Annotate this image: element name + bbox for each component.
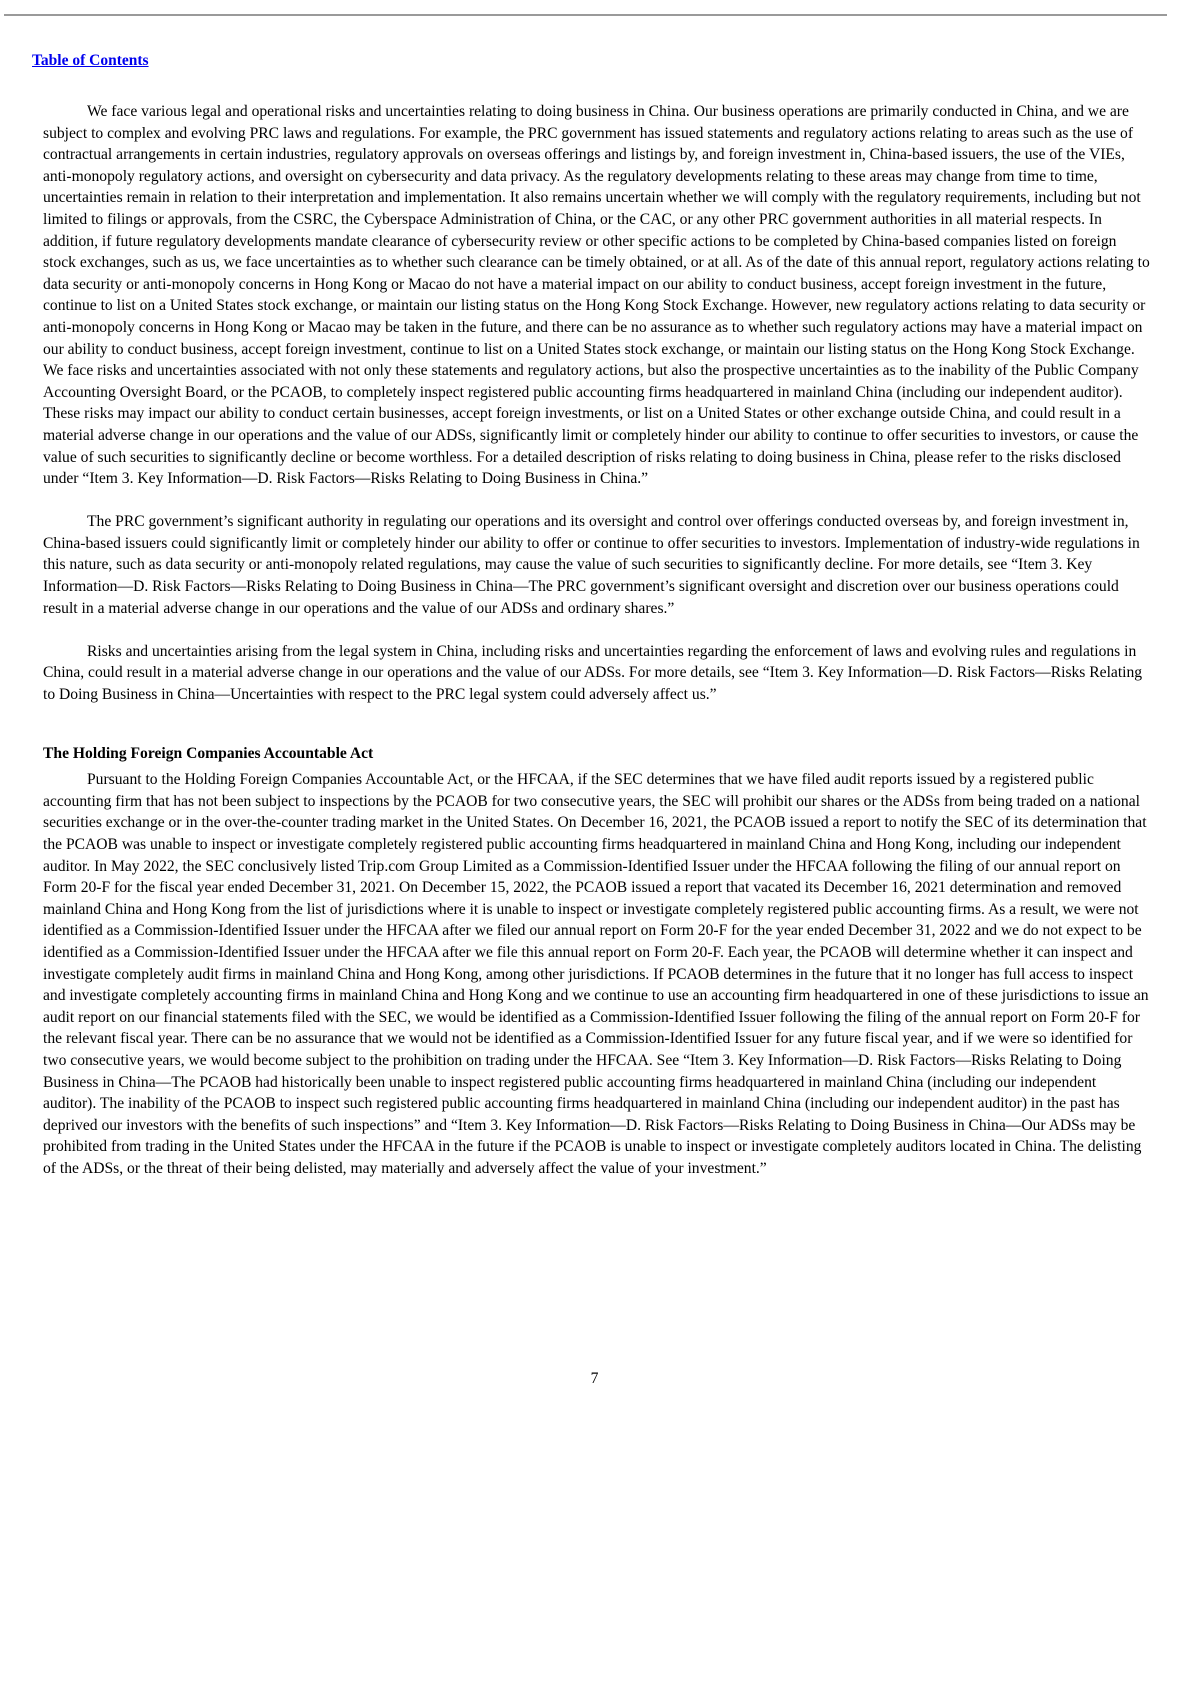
paragraph-prc-government-authority: The PRC government’s significant authority in regulating our operations and its oversight and control over offerings conducted overseas by, and foreign investment in, China-based issuers could significantly limit or completely hinder our ability to offer or continue to offer securities to investors. Implementation of industry-wide regulations in this nature, such as data security or anti-monopoly related regulations, may cause the value of such securities to significantly decline. For more details, see “Item 3. Key Information—D. Risk Factors—Risks Relating to Doing Business in China—The PRC government’s significant oversight and discretion over our business operations could result in a material adverse change in our operations and the value of our ADSs and ordinary shares.” bbox=[43, 513, 1140, 617]
document-body bbox=[43, 101, 1153, 1180]
paragraph-legal-operational-risks: We face various legal and operational risks and uncertainties relating to doing business in China. Our business operations are primarily conducted in China, and we are subject to complex and evolving PRC laws and regulations. For example, the PRC government has issued statements and regulatory actions relating to areas such as the use of contractual arrangements in certain industries, regulatory approvals on overseas offerings and listings by, and foreign investment in, China-based issuers, the use of the VIEs, anti-monopoly regulatory actions, and oversight on cybersecurity and data privacy. As the regulatory developments relating to these areas may change from time to time, uncertainties remain in relation to their interpretation and implementation. It also remains uncertain whether we will comply with the regulatory requirements, including but not limited to filings or approvals, from the CSRC, the Cyberspace Administration of China, or the CAC, or any other PRC government authorities in all material respects. In addition, if future regulatory developments mandate clearance of cybersecurity review or other specific actions to be completed by China-based companies listed on foreign stock exchanges, such as us, we face uncertainties as to whether such clearance can be timely obtained, or at all. As of the date of this annual report, regulatory actions relating to data security or anti-monopoly concerns in Hong Kong or Macao do not have a material impact on our ability to conduct business, accept foreign investment in the future, continue to list on a United States stock exchange, or maintain our listing status on the Hong Kong Stock Exchange. However, new regulatory actions relating to data security or anti-monopoly concerns in Hong Kong or Macao may be taken in the future, and there can be no assurance as to whether such regulatory actions may have a material impact on our ability to conduct business, accept foreign investment, continue to list on a United States stock exchange, or maintain our listing status on the Hong Kong Stock Exchange. We face risks and uncertainties associated with not only these statements and regulatory actions, but also the prospective uncertainties as to the inability of the Public Company Accounting Oversight Board, or the PCAOB, to completely inspect registered public accounting firms headquartered in mainland China (including our independent auditor). These risks may impact our ability to conduct certain businesses, accept foreign investments, or list on a United States or other exchange outside China, and could result in a material adverse change in our operations and the value of our ADSs, significantly limit or completely hinder our ability to continue to offer securities to investors, or cause the value of such securities to significantly decline or become worthless. For a detailed description of risks relating to doing business in China, please refer to the risks disclosed under “Item 3. Key Information—D. Risk Factors—Risks Relating to Doing Business in China.” bbox=[43, 103, 1150, 488]
table-of-contents-link[interactable]: Table of Contents bbox=[32, 52, 149, 69]
paragraph-hfcaa: Pursuant to the Holding Foreign Companies Accountable Act, or the HFCAA, if the SEC determines that we have filed audit reports issued by a registered public accounting firm that has not been subject to inspections by the PCAOB for two consecutive years, the SEC will prohibit our shares or the ADSs from being traded on a national securities exchange or in the over-the-counter trading market in the United States. On December 16, 2021, the PCAOB issued a report to notify the SEC of its determination that the PCAOB was unable to inspect or investigate completely registered public accounting firms headquartered in mainland China and Hong Kong, including our independent auditor. In May 2022, the SEC conclusively listed Trip.com Group Limited as a Commission-Identified Issuer under the HFCAA following the filing of our annual report on Form 20-F for the fiscal year ended December 31, 2021. On December 15, 2022, the PCAOB issued a report that vacated its December 16, 2021 determination and removed mainland China and Hong Kong from the list of jurisdictions where it is unable to inspect or investigate completely registered public accounting firms. As a result, we were not identified as a Commission-Identified Issuer under the HFCAA after we filed our annual report on Form 20-F for the year ended December 31, 2022 and we do not expect to be identified as a Commission-Identified Issuer under the HFCAA after we file this annual report on Form 20-F. Each year, the PCAOB will determine whether it can inspect and investigate completely audit firms in mainland China and Hong Kong, among other jurisdictions. If PCAOB determines in the future that it no longer has full access to inspect and investigate completely accounting firms in mainland China and Hong Kong and we continue to use an accounting firm headquartered in one of these jurisdictions to issue an audit report on our financial statements filed with the SEC, we would be identified as a Commission-Identified Issuer following the filing of the annual report on Form 20-F for the relevant fiscal year. There can be no assurance that we would not be identified as a Commission-Identified Issuer for any future fiscal year, and if we were so identified for two consecutive years, we would become subject to the prohibition on trading under the HFCAA. See “Item 3. Key Information—D. Risk Factors—Risks Relating to Doing Business in China—The PCAOB had historically been unable to inspect registered public accounting firms headquartered in mainland China (including our independent auditor). The inability of the PCAOB to inspect such registered public accounting firms headquartered in mainland China (including our independent auditor) in the past has deprived our investors with the benefits of such inspections” and “Item 3. Key Information—D. Risk Factors—Risks Relating to Doing Business in China—Our ADSs may be prohibited from trading in the United States under the HFCAA in the future if the PCAOB is unable to inspect or investigate completely auditors located in China. The delisting of the ADSs, or the threat of their being delisted, may materially and adversely affect the value of your investment.” bbox=[43, 771, 1149, 1177]
paragraph-legal-system-risks: Risks and uncertainties arising from the legal system in China, including risks and uncertainties regarding the enforcement of laws and evolving rules and regulations in China, could result in a material adverse change in our operations and the value of our ADSs. For more details, see “Item 3. Key Information—D. Risk Factors—Risks Relating to Doing Business in China—Uncertainties with respect to the PRC legal system could adversely affect us.” bbox=[43, 642, 1143, 704]
top-divider bbox=[4, 14, 1167, 16]
page-number: 7 bbox=[590, 1370, 599, 1387]
section-heading-hfcaa: The Holding Foreign Companies Accountable Act bbox=[43, 744, 374, 762]
